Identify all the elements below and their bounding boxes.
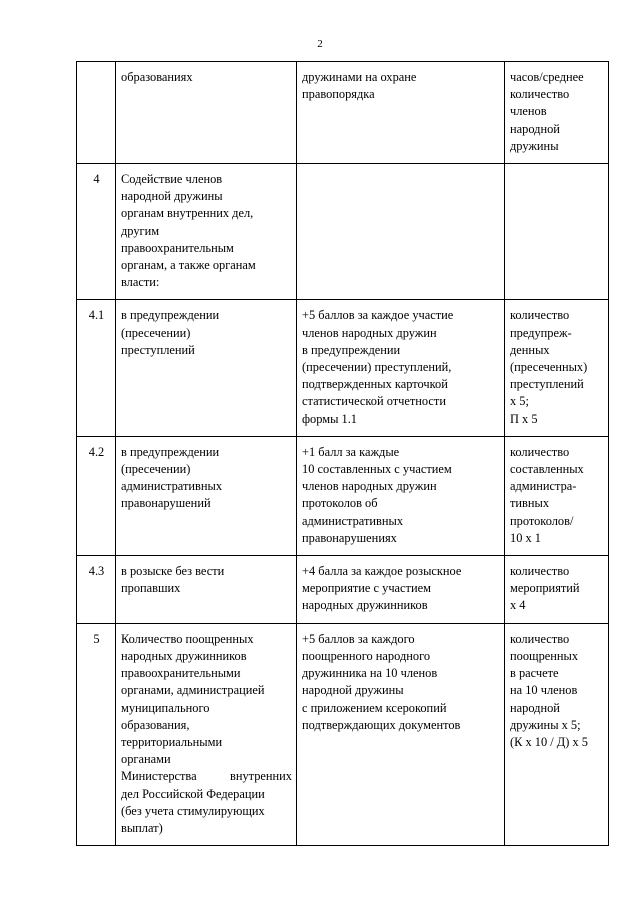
formula-cell [505,164,609,300]
table-row [77,556,609,624]
cell-text-line: дружинами на охране [302,70,417,84]
cell-text-line: правонарушениях [302,530,397,545]
cell-text-line: дружины [510,138,559,153]
cell-text-line: количество [510,444,570,459]
cell-text-line: дружинника на 10 членов [302,666,438,681]
cell-text-line: администра- [510,479,577,494]
table-row [77,164,609,300]
cell-text-line: выплат) [121,820,163,835]
scoring-cell [297,164,505,300]
cell-text-line: членов [510,104,547,119]
row-number [77,62,116,164]
cell-text-line: народной дружины [121,189,223,204]
cell-text-line: народной [510,121,560,136]
cell-text-line: мероприятие с участием [302,581,431,596]
cell-text-line: пропавших [121,581,181,596]
cell-text-line: правопорядка [302,87,375,102]
table-row [77,623,609,845]
cell-text-line: административных [302,513,404,528]
criterion-cell [116,62,297,164]
cell-text-line: (без учета стимулирующих [121,803,265,818]
cell-text-line: х 5; [510,394,529,409]
cell-text-line: правоохранительными [121,666,241,681]
cell-text-line: +5 баллов за каждое участие [302,308,454,323]
cell-text-line: количество [510,87,570,102]
cell-text-line: народной [510,700,560,715]
cell-text-line: образованиях [121,70,193,84]
cell-text-line: подтверждающих документов [302,717,461,732]
cell-text-line: на 10 членов [510,683,578,698]
cell-text-line: территориальными [121,734,223,749]
table-row [77,62,609,164]
cell-text-line: в предупреждении [121,444,220,459]
table-row [77,300,609,436]
scoring-cell [297,436,505,555]
cell-text-line: часов/среднее [510,70,584,84]
cell-text-line: органами [121,752,171,767]
scoring-cell [297,300,505,436]
cell-text-line: дел Российской Федерации [121,786,265,801]
formula-cell [505,623,609,845]
cell-text-line: Количество поощренных [121,631,254,646]
cell-text-line: х 4 [510,598,526,613]
cell-text-line: органами, администрацией [121,683,265,698]
cell-text-line: (пресеченных) [510,360,588,375]
cell-text-line: +5 баллов за каждого [302,631,415,646]
cell-text-line: 10 х 1 [510,530,541,545]
cell-text-line: народной дружины [302,683,404,698]
cell-text-line: +1 балл за каждые [302,444,400,459]
cell-text-line: народных дружинников [121,648,247,663]
row-number: 4.3 [77,556,116,624]
formula-cell [505,62,609,164]
cell-text-line: муниципального [121,700,210,715]
cell-text-line: преступлений [121,342,195,357]
cell-text-line: членов народных дружин [302,479,437,494]
cell-text-line: мероприятий [510,581,580,596]
cell-text-line: народных дружинников [302,598,428,613]
table-row [77,436,609,555]
cell-text-line: статистической отчетности [302,394,446,409]
cell-text-line: в предупреждении [121,308,220,323]
row-number: 4.1 [77,300,116,436]
cell-text-line: Содействие членов [121,172,223,187]
cell-text-line: дружины х 5; [510,717,581,732]
formula-cell [505,300,609,436]
cell-text-line: (пресечении) преступлений, [302,360,452,375]
criterion-cell [116,623,297,845]
criterion-cell [116,556,297,624]
cell-text-line: количество [510,308,570,323]
cell-text-line: подтвержденных карточкой [302,377,448,392]
cell-text-line: Министерства внутренних [121,769,292,784]
row-number: 4 [77,164,116,300]
cell-text-line: административных [121,479,223,494]
cell-text-line: тивных [510,496,550,511]
row-number: 5 [77,623,116,845]
cell-text-line: протоколов об [302,496,378,511]
cell-text-line: другим [121,223,160,238]
cell-text-line: поощренных [510,648,579,663]
criterion-cell [116,164,297,300]
cell-text-line: протоколов/ [510,513,574,528]
cell-text-line: П х 5 [510,411,538,426]
cell-text-line: образования, [121,717,190,732]
cell-text-line: количество [510,631,570,646]
cell-text-line: правонарушений [121,496,211,511]
cell-text-line: (пресечении) [121,462,191,477]
scoring-cell [297,623,505,845]
cell-text-line: с приложением ксерокопий [302,700,447,715]
cell-text-line: (К х 10 / Д) х 5 [510,734,588,749]
cell-text-line: (пресечении) [121,325,191,340]
scoring-cell [297,556,505,624]
cell-text-line: органам, а также органам [121,258,256,273]
cell-text-line: членов народных дружин [302,325,437,340]
criterion-cell [116,300,297,436]
cell-text-line: формы 1.1 [302,411,357,426]
cell-text-line: предупреж- [510,325,572,340]
cell-text-line: органам внутренних дел, [121,206,254,221]
formula-cell [505,436,609,555]
cell-text-line: количество [510,564,570,579]
cell-text-line: власти: [121,275,160,290]
cell-text-line: 10 составленных с участием [302,462,452,477]
row-number: 4.2 [77,436,116,555]
criteria-table [76,61,609,846]
cell-text-line: в расчете [510,666,559,681]
table-body [77,62,609,846]
cell-text-line: преступлений [510,377,584,392]
cell-text-line: в розыске без вести [121,564,225,579]
cell-text-line: поощренного народного [302,648,431,663]
criterion-cell [116,436,297,555]
formula-cell [505,556,609,624]
cell-text-line: +4 балла за каждое розыскное [302,564,462,579]
cell-text-line: денных [510,342,550,357]
cell-text-line: правоохранительным [121,240,234,255]
scoring-cell [297,62,505,164]
page-number: 2 [317,38,323,50]
cell-text-line: составленных [510,462,584,477]
cell-text-line: в предупреждении [302,342,401,357]
